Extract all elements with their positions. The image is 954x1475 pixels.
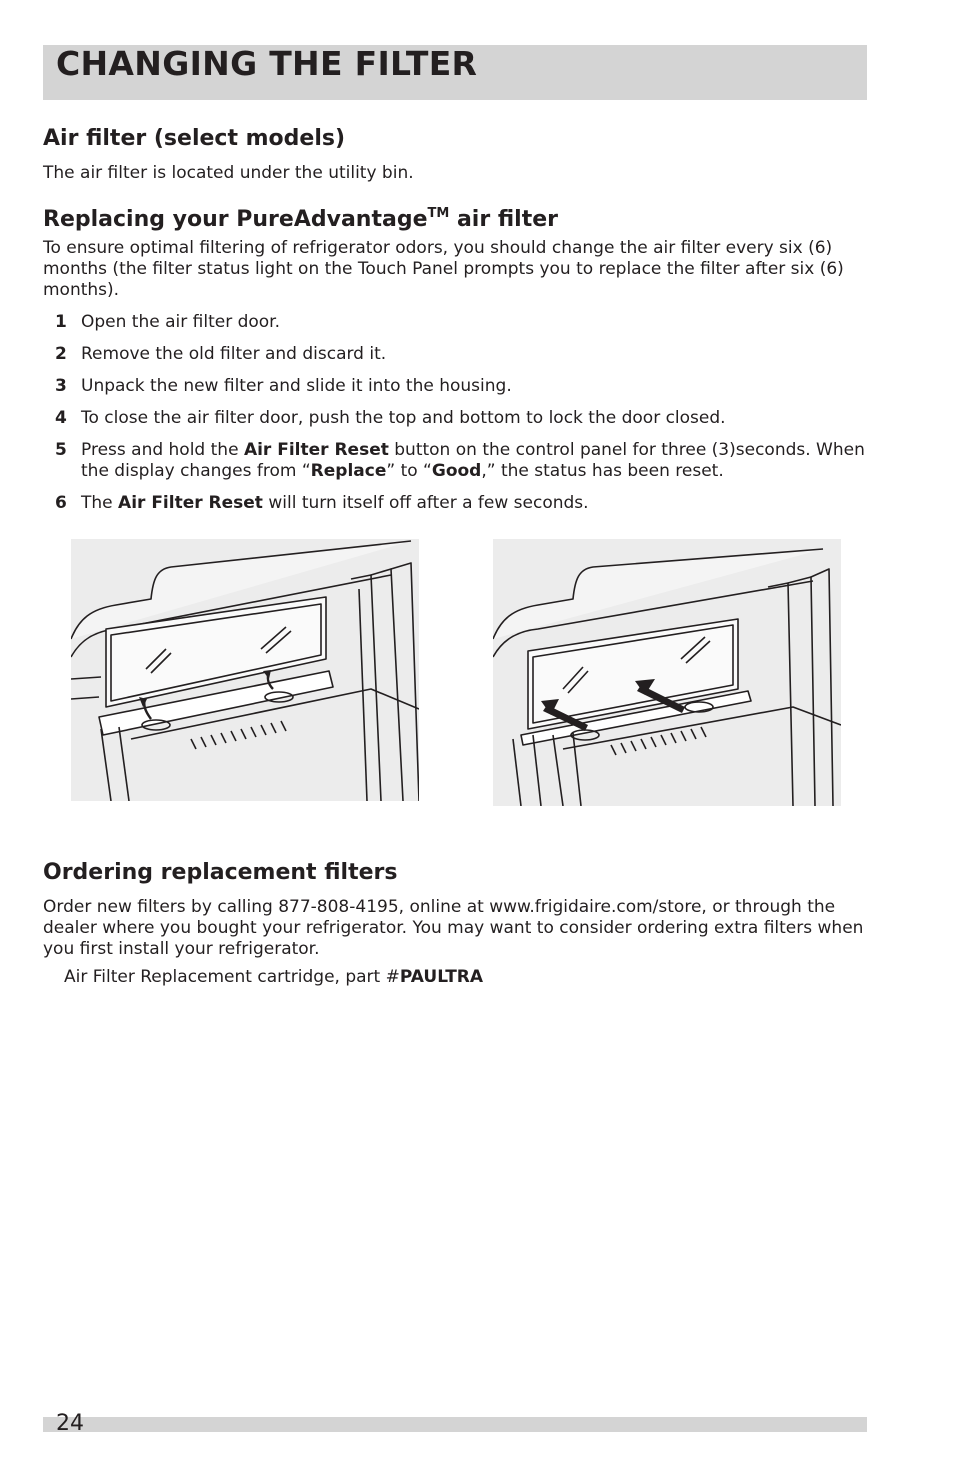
step-number: 6: [55, 493, 67, 513]
replacing-heading-main: Replacing your PureAdvantage: [43, 207, 428, 232]
step-item: [43, 440, 883, 482]
steps-list: [43, 312, 883, 525]
step-item: [43, 344, 883, 365]
ordering-heading: Ordering replacement filters: [43, 860, 398, 885]
step-number: 4: [55, 408, 67, 428]
step-text: will turn itself off after a few seconds.: [262, 493, 589, 513]
replacing-intro: To ensure optimal filtering of refrigerator odors, you should change the air filter every six (6) months (the filter status light on the Touch Panel prompts you to replace the filter after six (6) months).: [43, 238, 844, 300]
step-text: ,” the status has been reset.: [481, 461, 724, 481]
page-number: 24: [56, 1411, 84, 1436]
step-text: button on the control panel for three (3)seconds. When the display changes from “: [81, 440, 865, 481]
replace-status-label: Replace: [310, 461, 387, 481]
step-number: 1: [55, 312, 67, 332]
part-number: PAULTRA: [399, 967, 484, 987]
replacing-heading-end: air filter: [449, 207, 558, 232]
step-text: The: [81, 493, 119, 513]
trademark-mark: TM: [427, 206, 450, 221]
step-item: [43, 493, 883, 514]
step-item: [43, 376, 883, 397]
step-text: Press and hold the: [81, 440, 244, 460]
page-title: CHANGING THE FILTER: [56, 44, 478, 83]
step-text: Unpack the new filter and slide it into the housing.: [81, 376, 512, 396]
air-filter-heading: Air filter (select models): [43, 126, 346, 151]
air-filter-reset-label: Air Filter Reset: [243, 440, 389, 460]
air-filter-body: The air filter is located under the utility bin.: [43, 163, 414, 183]
part-label: Air Filter Replacement cartridge, part #: [64, 967, 400, 987]
step-number: 5: [55, 440, 67, 460]
filter-door-open-illustration: [71, 539, 419, 801]
step-text: Remove the old filter and discard it.: [81, 344, 387, 364]
footer-bar: [43, 1417, 867, 1432]
part-number-line: [64, 967, 483, 988]
step-number: 2: [55, 344, 67, 364]
filter-door-open-drawing: [71, 539, 419, 801]
step-text: Open the air filter door.: [81, 312, 281, 332]
good-status-label: Good: [431, 461, 482, 481]
step-number: 3: [55, 376, 67, 396]
replacing-heading: [43, 200, 558, 234]
filter-slide-in-illustration: [493, 539, 841, 806]
filter-slide-in-drawing: [493, 539, 841, 806]
step-text: ” to “: [386, 461, 432, 481]
ordering-body: Order new filters by calling 877-808-4195, online at www.frigidaire.com/store, or through the dealer where you bought your refrigerator. You may want to consider ordering extra filters when you first install your refrigerator.: [43, 897, 864, 959]
air-filter-reset-label: Air Filter Reset: [118, 493, 263, 513]
step-item: [43, 408, 883, 429]
step-text: To close the air filter door, push the top and bottom to lock the door closed.: [81, 408, 726, 428]
step-item: [43, 312, 883, 333]
